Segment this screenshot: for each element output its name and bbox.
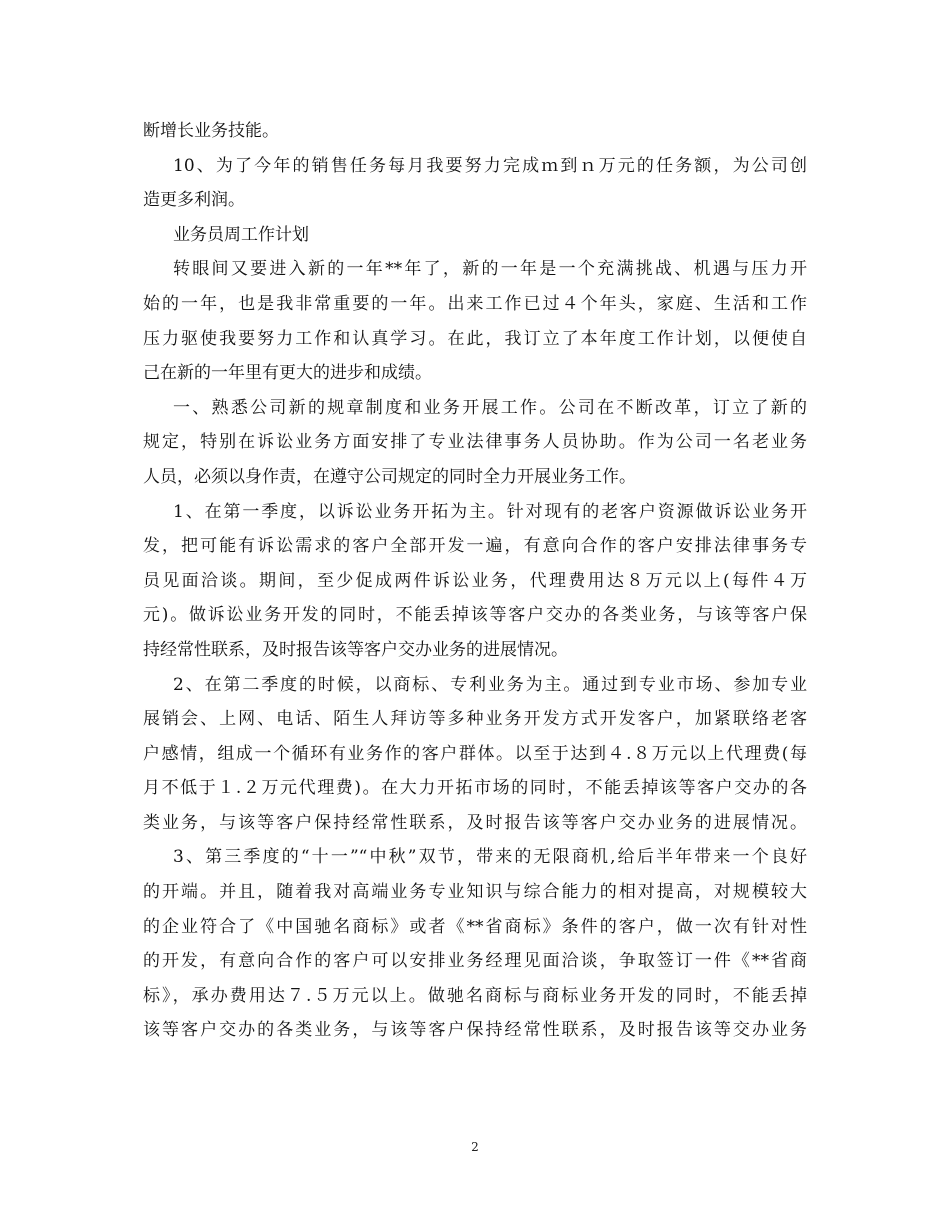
- text-line: 10、为了今年的销售任务每月我要努力完成ｍ到ｎ万元的任务额，为公司创: [173, 155, 807, 176]
- text-line: 己在新的一年里有更大的进步和成绩。: [143, 363, 432, 384]
- text-line: 户感情，组成一个循环有业务作的客户群体。以至于达到４.８万元以上代理费(每: [143, 743, 807, 764]
- text-line: 2、在第二季度的时候，以商标、专利业务为主。通过到专业市场、参加专业: [173, 674, 807, 695]
- text-line: 类业务，与该等客户保持经常性联系，及时报告该等客户交办业务的进展情况。: [143, 812, 807, 833]
- text-line: 规定，特别在诉讼业务方面安排了专业法律事务人员协助。作为公司一名老业务: [143, 432, 807, 453]
- text-line: 人员，必须以身作责，在遵守公司规定的同时全力开展业务工作。: [143, 466, 636, 487]
- text-line: 压力驱使我要努力工作和认真学习。在此，我订立了本年度工作计划，以便使自: [143, 328, 807, 349]
- text-line: 始的一年，也是我非常重要的一年。出来工作已过４个年头，家庭、生活和工作: [143, 293, 807, 314]
- document-body: [143, 114, 807, 1048]
- text-line: 的企业符合了《中国驰名商标》或者《**省商标》条件的客户，做一次有针对性: [143, 916, 807, 937]
- text-line: 转眼间又要进入新的一年**年了，新的一年是一个充满挑战、机遇与压力开: [173, 259, 807, 280]
- text-line: 1、在第一季度，以诉讼业务开拓为主。针对现有的老客户资源做诉讼业务开: [173, 501, 807, 522]
- text-line: 月不低于１.２万元代理费)。在大力开拓市场的同时，不能丢掉该等客户交办的各: [143, 778, 807, 799]
- text-line: 持经常性联系，及时报告该等客户交办业务的进展情况。: [143, 639, 568, 660]
- text-line: 该等客户交办的各类业务，与该等客户保持经常性联系，及时报告该等交办业务: [143, 1020, 807, 1041]
- text-line: 发，把可能有诉讼需求的客户全部开发一遍，有意向合作的客户安排法律事务专: [143, 536, 807, 557]
- section-heading: 业务员周工作计划: [173, 224, 309, 245]
- text-line: 一、熟悉公司新的规章制度和业务开展工作。公司在不断改革，订立了新的: [173, 397, 807, 418]
- text-line: 展销会、上网、电话、陌生人拜访等多种业务开发方式开发客户，加紧联络老客: [143, 709, 807, 730]
- text-line: 标》，承办费用达７.５万元以上。做驰名商标与商标业务开发的同时，不能丢掉: [143, 985, 807, 1006]
- text-line: 的开发，有意向合作的客户可以安排业务经理见面洽谈，争取签订一件《**省商: [143, 951, 807, 972]
- text-line: 元)。做诉讼业务开发的同时，不能丢掉该等客户交办的各类业务，与该等客户保: [143, 605, 807, 626]
- text-line: 断增长业务技能。: [143, 121, 279, 141]
- page-number: 2: [471, 1140, 479, 1154]
- text-line: 造更多利润。: [143, 190, 245, 211]
- text-line: 员见面洽谈。期间，至少促成两件诉讼业务，代理费用达８万元以上(每件４万: [143, 570, 807, 591]
- text-line: 的开端。并且，随着我对高端业务专业知识与综合能力的相对提高，对规模较大: [143, 882, 807, 903]
- text-line: 3、第三季度的“十一”“中秋”双节，带来的无限商机,给后半年带来一个良好: [173, 847, 807, 868]
